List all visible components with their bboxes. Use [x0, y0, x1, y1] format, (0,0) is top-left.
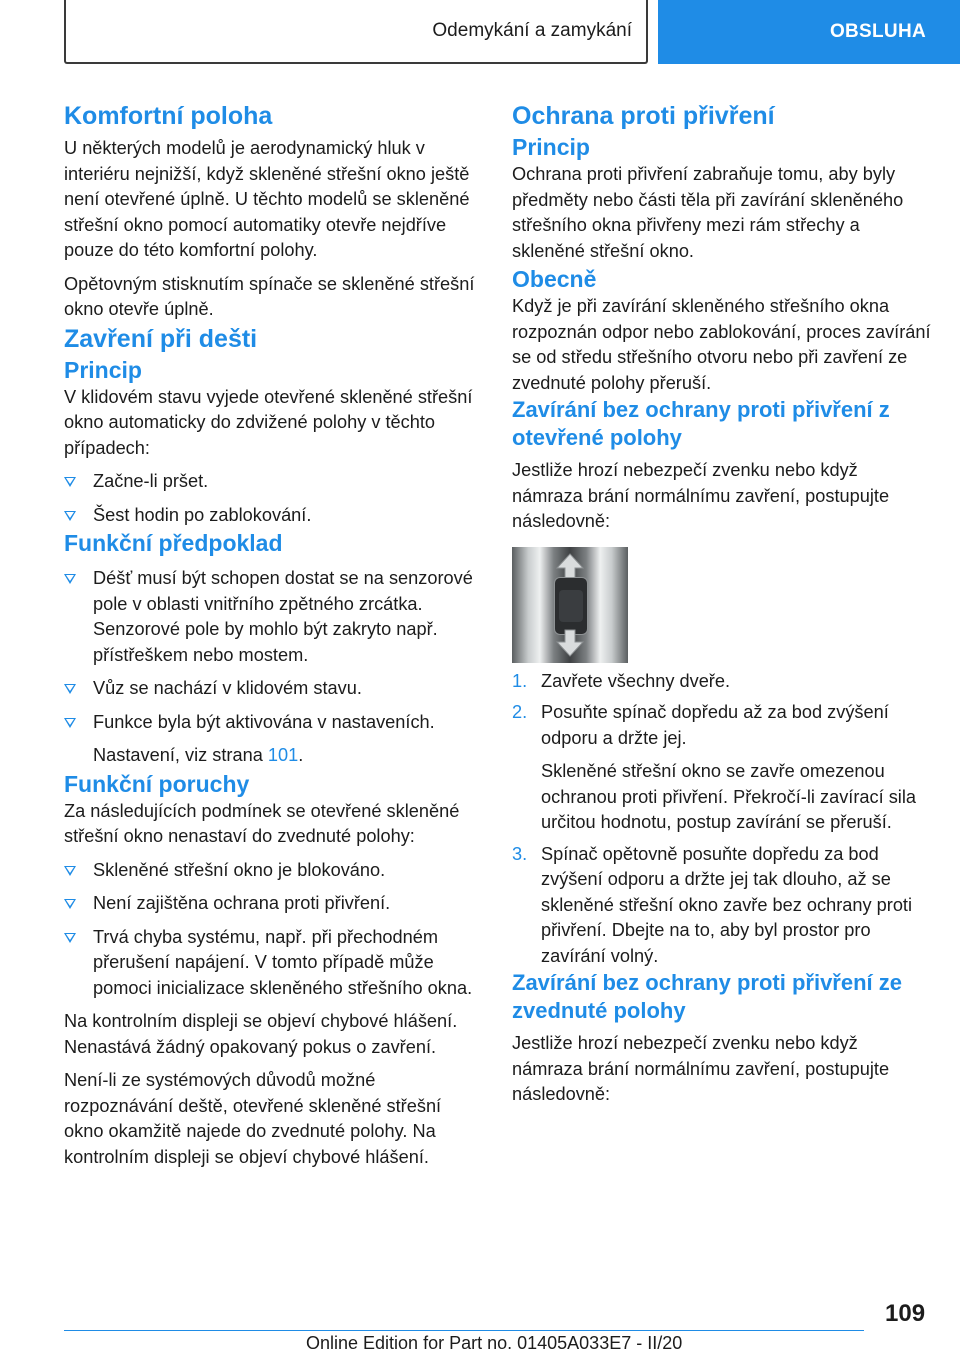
bullet-triangle-icon	[64, 511, 76, 521]
list-item: Začne-li pršet.	[64, 469, 482, 495]
chapter-tab	[64, 0, 648, 64]
list-item: 3. Spínač opětovně posuňte dopředu za bod zvýšení odporu a držte jej tak dlouho, až se skleněné střešní okno zavře bez ochrany proti přivření. Dbejte na to, aby byl prostor pro zavírání volný.	[512, 843, 913, 966]
bullet-triangle-icon	[64, 866, 76, 876]
general-paragraph: Když je při zavírání skleněného střešního okna rozpoznán odpor nebo zablokování, proces zavírání se od středu střešního otvoru nebo při zavření ze zvednuté polohy přeruší.	[512, 296, 931, 393]
rain-heading: Zavření při dešti	[64, 324, 258, 353]
principle-heading: Princip	[64, 356, 142, 383]
step-note: Skleněné střešní okno se zavře omezenou ochranou proti přivření. Překročí-li zavírací sila určitou hodnotu, postup zavírání se přeruší.	[541, 761, 917, 832]
list-item: 2. Posuňte spínač dopředu až za bod zvýšení odporu a držte jej. Skleněné střešní okno se zavře omezenou ochranou proti přivření. Překročí-li zavírací sila určitou hodnotu, postup zavírání se přeruší.	[512, 700, 932, 836]
list-item: Skleněné střešní okno je blokováno.	[64, 858, 482, 884]
bullet-triangle-icon	[64, 933, 76, 943]
section-tab	[658, 0, 960, 64]
prerequisite-heading: Funkční předpoklad	[64, 530, 283, 556]
raised-position-heading: Zavírání bez ochrany proti přivření ze zvednuté polohy	[512, 970, 902, 1023]
faults-heading: Funkční poruchy	[64, 770, 250, 797]
bullet-triangle-icon	[64, 684, 76, 694]
pinch-heading: Ochrana proti přivření	[512, 102, 775, 130]
principle-heading: Princip	[512, 134, 590, 160]
page-number: 109	[885, 1300, 926, 1327]
list-item: Vůz se nachází v klidovém stavu.	[64, 676, 482, 702]
chapter-title: Odemykání a zamykání	[432, 20, 632, 41]
list-item: Není zajištěna ochrana proti přivření.	[64, 891, 482, 917]
list-item: Trvá chyba systému, např. při přechodném přerušení napájení. V tomto případě může pomoci inicializace skleněného střešního okna.	[64, 925, 482, 1002]
faults-list	[64, 858, 482, 1002]
principle-paragraph: V klidovém stavu vyjede otevřené skleněné střešní okno automaticky do zdvižené polohy v těchto případech:	[64, 386, 473, 458]
list-item: Funkce byla být aktivována v nastaveních.	[64, 710, 482, 736]
right-column	[512, 100, 932, 1108]
comfort-paragraph-2: Opětovným stisknutím spínače se skleněné střešní okno otevře úplně.	[64, 273, 475, 319]
principle-paragraph: Ochrana proti přivření zabraňuje tomu, aby byly předměty nebo části těla při zavírání skleněného střešního okna přivřeny mezi rám střechy a skleněné střešní okno.	[512, 164, 904, 261]
section-title: OBSLUHA	[829, 21, 926, 42]
steps-list	[512, 669, 932, 970]
roof-switch-image	[512, 547, 628, 663]
list-item: Šest hodin po zablokování.	[64, 503, 482, 529]
faults-paragraph: Za následujících podmínek se otevřené skleněné střešní okno nenastaví do zvednuté polohy:	[64, 800, 460, 846]
settings-reference: Nastavení, viz strana 101.	[93, 745, 304, 765]
switch-rocker	[559, 590, 583, 622]
list-item: Déšť musí být schopen dostat se na senzorové pole v oblasti vnitřního zpětného zrcátka. Senzorové pole by mohlo být zakryto např. přístřeškem nebo mostem.	[64, 566, 482, 668]
bullet-triangle-icon	[64, 899, 76, 909]
page-link[interactable]: 101	[267, 745, 299, 765]
bullet-triangle-icon	[64, 718, 76, 728]
faults-paragraph-3: Není-li ze systémových důvodů možné rozpoznávání deště, otevřené skleněné střešní okno okamžitě najede do zvednuté polohy. Na kontrolním displeji se objeví chybové hlášení.	[64, 1070, 442, 1167]
open-position-heading: Zavírání bez ochrany proti přivření z otevřené polohy	[512, 397, 890, 450]
general-heading: Obecně	[512, 266, 597, 292]
left-column	[64, 100, 482, 1170]
arrow-down-icon	[556, 629, 584, 657]
roof-switch	[554, 577, 588, 635]
bullet-triangle-icon	[64, 477, 76, 487]
raised-position-paragraph: Jestliže hrozí nebezpečí zvenku nebo když námraza brání normálnímu zavření, postupujte následovně:	[512, 1033, 890, 1104]
faults-paragraph-2: Na kontrolním displeji se objeví chybové hlášení. Nenastává žádný opakovaný pokus o zavření.	[64, 1011, 458, 1057]
comfort-heading: Komfortní poloha	[64, 102, 273, 130]
principle-list	[64, 469, 482, 528]
footer-divider	[64, 1330, 864, 1331]
bullet-triangle-icon	[64, 574, 76, 584]
edition-label: Online Edition for Part no. 01405A033E7 - II/20	[306, 1333, 683, 1353]
open-position-paragraph: Jestliže hrozí nebezpečí zvenku nebo když námraza brání normálnímu zavření, postupujte následovně:	[512, 460, 890, 531]
list-item: 1. Zavřete všechny dveře.	[512, 670, 731, 691]
prerequisite-list	[64, 566, 482, 735]
comfort-paragraph: U některých modelů je aerodynamický hluk v interiéru nejnižší, když skleněné střešní okno ještě není otevřené úplně. U těchto modelů se skleněné střešní okno pomocí automatiky otevře nejdříve pouze do této komfortní polohy.	[64, 138, 470, 260]
